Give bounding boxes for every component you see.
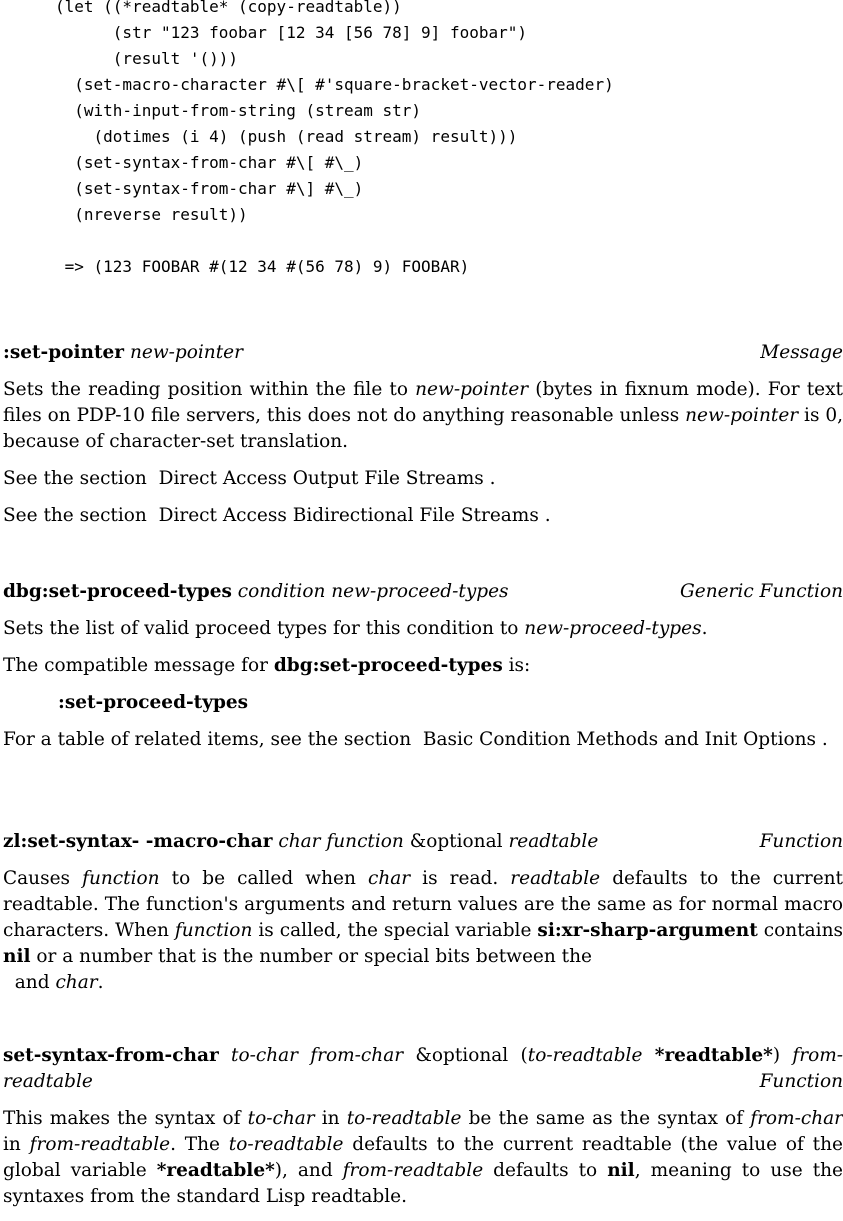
section-link[interactable]: Basic Condition Methods and Init Options (422, 729, 817, 750)
code-line: (set-macro-character #\[ #'square-bracket-vector-reader) (55, 75, 614, 94)
entry-args: condition new-proceed-types (237, 581, 509, 602)
code-line: (set-syntax-from-char #\[ #\_) (55, 153, 364, 172)
entry-category: Function (759, 831, 843, 852)
section-link[interactable]: Direct Access Output File Streams (158, 468, 484, 489)
entry-header: set-syntax-from-char to-char from-char &optional (to-readtable *readtable*) from-readtable Function (3, 1043, 843, 1095)
description-paragraph: Sets the list of valid proceed types for this condition to new-proceed-types. (3, 618, 708, 639)
entry-header: zl:set-syntax- -macro-char char function &optional readtable Function (3, 829, 843, 855)
entry-category: Generic Function (679, 581, 843, 602)
compatible-message-paragraph: The compatible message for dbg:set-proceed-types is: (3, 655, 531, 676)
description-paragraph: Causes function to be called when char is read. readtable defaults to the current readtable. The function's arguments and return values are the same as for normal macro characters. When function is called, the special variable si:xr-sharp-argument contains nil or a number that is the number or special bits between the and char. (3, 868, 843, 993)
entry-name: dbg:set-proceed-types (3, 581, 232, 602)
code-line: (str "123 foobar [12 34 [56 78] 9] foobar") (55, 23, 528, 42)
compatible-message-name: :set-proceed-types (58, 692, 249, 713)
entry-category: Function (759, 1071, 843, 1092)
description-paragraph: Sets the reading position within the file to new-pointer (bytes in fixnum mode). For text files on PDP-10 file servers, this does not do anything reasonable unless new-pointer is 0, because of character-set translation. (3, 379, 843, 452)
entry-set-pointer (3, 340, 843, 540)
description-paragraph: This makes the syntax of to-char in to-readtable be the same as the syntax of from-char in from-readtable. The to-readtable defaults to the current readtable (the value of the global variable *readtable*), and from-readtable defaults to nil, meaning to use the syntaxes from the standard Lisp readtable. (3, 1108, 843, 1207)
code-line: (set-syntax-from-char #\] #\_) (55, 179, 364, 198)
see-also-paragraph: See the section Direct Access Output File Streams . (3, 468, 496, 489)
code-line: (dotimes (i 4) (push (read stream) result))) (55, 127, 518, 146)
entry-name: :set-pointer (3, 342, 125, 363)
see-also-paragraph: For a table of related items, see the section Basic Condition Methods and Init Options . (3, 729, 828, 750)
entry-name: set-syntax-from-char (3, 1045, 219, 1066)
entry-header (3, 579, 843, 605)
code-line: => (123 FOOBAR #(12 34 #(56 78) 9) FOOBAR) (55, 257, 470, 276)
see-also-paragraph: See the section Direct Access Bidirectional File Streams . (3, 505, 551, 526)
entry-name: zl:set-syntax- -macro-char (3, 831, 273, 852)
code-line: (let ((*readtable* (copy-readtable)) (55, 0, 402, 16)
entry-set-proceed-types (3, 579, 843, 764)
entry-set-syntax-from-char (3, 1043, 843, 1221)
entry-header (3, 340, 843, 366)
code-line: (with-input-from-string (stream str) (55, 101, 422, 120)
entry-set-syntax-macro-char (3, 829, 843, 1007)
code-line: (result '())) (55, 49, 239, 68)
section-link[interactable]: Direct Access Bidirectional File Streams (158, 505, 539, 526)
code-example (55, 0, 614, 280)
entry-args: new-pointer (129, 342, 243, 363)
code-line: (nreverse result)) (55, 205, 248, 224)
entry-category: Message (760, 342, 843, 363)
